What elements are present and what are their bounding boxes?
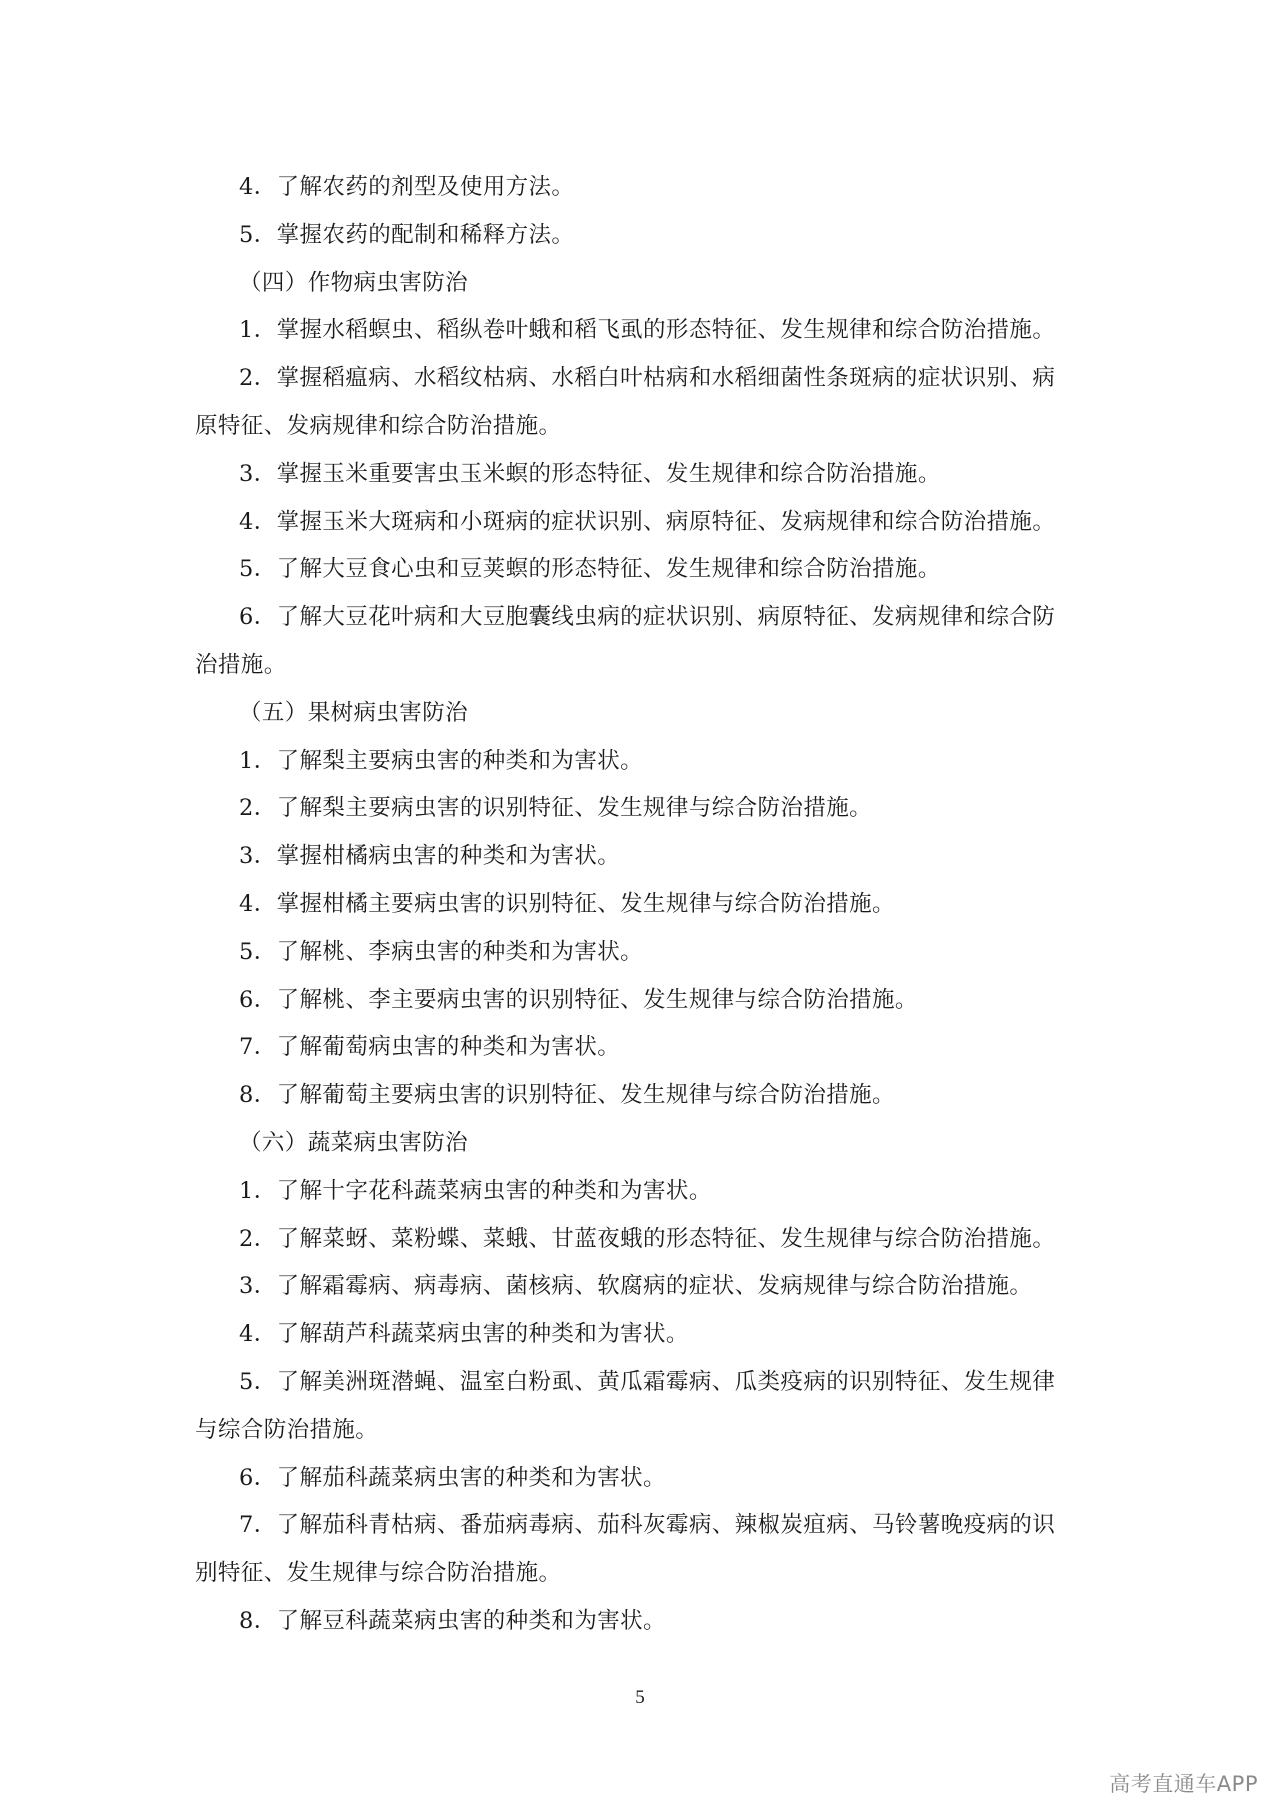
paragraph-first-line: 5．了解桃、李病虫害的种类和为害状。	[239, 938, 644, 965]
paragraph-first-line: 2．了解菜蚜、菜粉蝶、菜蛾、甘蓝夜蛾的形态特征、发生规律与综合防治措施。	[239, 1225, 1056, 1252]
paragraph-first-line: 4．了解农药的剂型及使用方法。	[239, 174, 575, 200]
paragraph-continuation-line: 原特征、发病规律和综合防治措施。	[195, 412, 562, 439]
paragraph-first-line: （六）蔬菜病虫害防治	[239, 1129, 469, 1156]
paragraph	[195, 1455, 1095, 1503]
paragraph-first-line: 5．掌握农药的配制和稀释方法。	[239, 221, 575, 248]
paragraph	[195, 738, 1095, 786]
paragraph-first-line: 2．了解梨主要病虫害的识别特征、发生规律与综合防治措施。	[239, 795, 873, 822]
paragraph-continuation-line: 别特征、发生规律与综合防治措施。	[195, 1560, 562, 1587]
paragraph-first-line: 5．了解美洲斑潜蝇、温室白粉虱、黄瓜霜霉病、瓜类疫病的识别特征、发生规律	[239, 1368, 1056, 1395]
page-number: 5	[635, 1687, 645, 1708]
paragraph-first-line: 6．了解桃、李主要病虫害的识别特征、发生规律与综合防治措施。	[239, 986, 918, 1013]
paragraph	[195, 1024, 1095, 1072]
paragraph	[195, 785, 1095, 833]
paragraph-first-line: 7．了解茄科青枯病、番茄病毒病、茄科灰霉病、辣椒炭疽病、马铃薯晚疫病的识	[239, 1512, 1056, 1539]
paragraph-first-line: 8．了解葡萄主要病虫害的识别特征、发生规律与综合防治措施。	[239, 1082, 895, 1109]
paragraph	[195, 881, 1095, 929]
paragraph-first-line: 6．了解大豆花叶病和大豆胞囊线虫病的症状识别、病原特征、发病规律和综合防	[239, 604, 1056, 631]
paragraph-first-line: 1．了解梨主要病虫害的种类和为害状。	[239, 747, 644, 774]
paragraph-first-line: （五）果树病虫害防治	[239, 699, 469, 726]
paragraph-first-line: 5．了解大豆食心虫和豆荚螟的形态特征、发生规律和综合防治措施。	[239, 556, 941, 583]
paragraph	[195, 164, 1095, 212]
paragraph-first-line: 7．了解葡萄病虫害的种类和为害状。	[239, 1034, 621, 1061]
paragraph-first-line: 4．了解葫芦科蔬菜病虫害的种类和为害状。	[239, 1321, 689, 1348]
paragraph	[195, 833, 1095, 881]
paragraph-first-line: 6．了解茄科蔬菜病虫害的种类和为害状。	[239, 1464, 666, 1491]
paragraph	[195, 1216, 1095, 1264]
paragraph-first-line: （四）作物病虫害防治	[239, 269, 469, 296]
paragraph-first-line: 1．了解十字花科蔬菜病虫害的种类和为害状。	[239, 1177, 712, 1204]
paragraph	[195, 499, 1095, 547]
app-watermark: 高考直通车APP	[1109, 1772, 1258, 1796]
paragraph	[195, 1359, 1095, 1455]
paragraph	[195, 546, 1095, 594]
paragraph	[195, 1120, 1095, 1168]
paragraph-first-line: 3．了解霜霉病、病毒病、菌核病、软腐病的症状、发病规律与综合防治措施。	[239, 1273, 1033, 1300]
paragraph	[195, 1311, 1095, 1359]
paragraph-first-line: 4．掌握柑橘主要病虫害的识别特征、发生规律与综合防治措施。	[239, 890, 895, 917]
paragraph	[195, 1263, 1095, 1311]
paragraph-first-line: 2．掌握稻瘟病、水稻纹枯病、水稻白叶枯病和水稻细菌性条斑病的症状识别、病	[239, 365, 1056, 392]
paragraph	[195, 307, 1095, 355]
paragraph	[195, 929, 1095, 977]
paragraph	[195, 1168, 1095, 1216]
paragraph-first-line: 3．掌握柑橘病虫害的种类和为害状。	[239, 843, 621, 870]
paragraph-continuation-line: 与综合防治措施。	[195, 1416, 379, 1443]
paragraph	[195, 1502, 1095, 1598]
paragraph	[195, 594, 1095, 690]
paragraph	[195, 1598, 1095, 1646]
paragraph	[195, 690, 1095, 738]
paragraph-first-line: 1．掌握水稻螟虫、稻纵卷叶蛾和稻飞虱的形态特征、发生规律和综合防治措施。	[239, 317, 1056, 344]
paragraph-first-line: 4．掌握玉米大斑病和小斑病的症状识别、病原特征、发病规律和综合防治措施。	[239, 508, 1056, 535]
paragraph	[195, 212, 1095, 260]
document-body	[195, 164, 1095, 1646]
paragraph	[195, 260, 1095, 308]
paragraph-first-line: 8．了解豆科蔬菜病虫害的种类和为害状。	[239, 1607, 666, 1634]
paragraph	[195, 451, 1095, 499]
paragraph	[195, 355, 1095, 451]
paragraph	[195, 977, 1095, 1025]
paragraph-continuation-line: 治措施。	[195, 651, 287, 678]
paragraph-first-line: 3．掌握玉米重要害虫玉米螟的形态特征、发生规律和综合防治措施。	[239, 460, 941, 487]
paragraph	[195, 1072, 1095, 1120]
